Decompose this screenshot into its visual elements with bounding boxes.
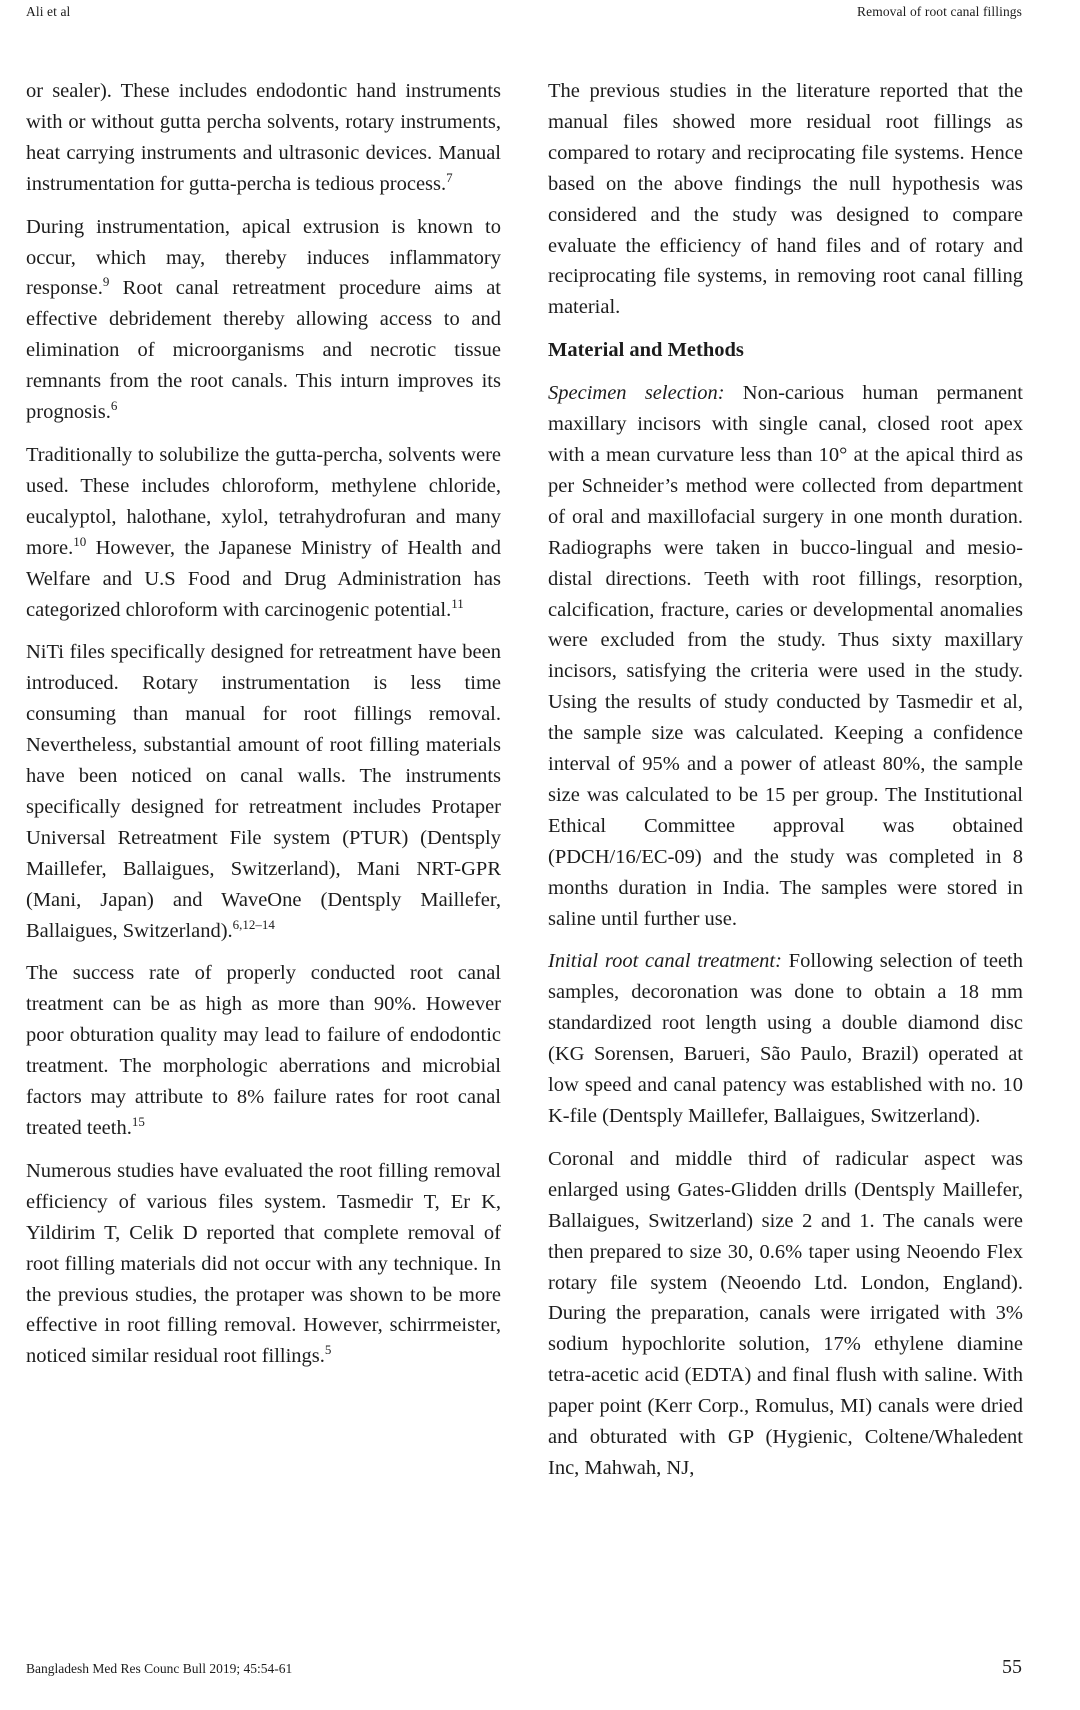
section-heading-methods: Material and Methods bbox=[548, 339, 744, 362]
citation: 6,12–14 bbox=[232, 916, 275, 932]
page-footer bbox=[26, 1656, 1022, 1679]
citation: 11 bbox=[451, 595, 464, 611]
paragraph-initial-treatment: Initial root canal treatment: Following selection of teeth samples, decoronation was done to obtain a 18 mm standardized root length using a double diamond disc (KG Sorensen, Barueri, São Paulo, Brazil) operated at low speed and canal patency was established with no. 10 K-file (Dentsply Maillefer, Ballaigues, Switzerland). bbox=[548, 950, 1023, 1127]
left-column bbox=[26, 76, 501, 1384]
running-head bbox=[26, 4, 1022, 20]
citation: 6 bbox=[110, 398, 118, 414]
citation: 10 bbox=[73, 533, 87, 549]
running-head-authors: Ali et al bbox=[26, 4, 71, 19]
paragraph-solvents: Traditionally to solubilize the gutta-percha, solvents were used. These includes chloroform, methylene chloride, eucalyptol, halothane, xylol, tetrahydrofuran and many more.$^{10}$ However, the Japanese Ministry of Health and Welfare and U.S Food and Drug Administration has categorized chloroform with carcinogenic potential.$^{11}$ bbox=[26, 443, 501, 621]
paragraph-literature-review: The previous studies in the literature reported that the manual files showed more residual root fillings as compared to rotary and reciprocating file systems. Hence based on the above findings the null hypothesis was considered and the study was designed to compare evaluate the efficiency of hand files and of rotary and reciprocating file systems, in removing root canal filling material. bbox=[548, 80, 1023, 319]
run-in-heading: Initial root canal treatment: bbox=[548, 950, 782, 973]
paragraph-apical-extrusion: During instrumentation, apical extrusion is known to occur, which may, thereby induces inflammatory response.$^9$ Root canal retreatment procedure aims at effective debridement thereby allowing access to and elimination of microorganisms and necrotic tissue remnants from the root canals. This inturn improves its prognosis.$^6$ bbox=[26, 215, 501, 424]
paragraph-niti-files: NiTi files specifically designed for retreatment have been introduced. Rotary instrumentation is less time consuming than manual for root fillings removal. Nevertheless, substantial amount of root filling materials have been noticed on canal walls. The instruments specifically designed for retreatment includes Protaper Universal Retreatment File system (PTUR) (Dentsply Maillefer, Ballaigues, Switzerland), Mani NRT-GPR (Mani, Japan) and WaveOne (Dentsply Maillefer, Ballaigues, Switzerland).$^{6,12-14}$ bbox=[26, 641, 501, 942]
paragraph-hand-instruments: or sealer). These includes endodontic hand instruments with or without gutta percha solvents, rotary instruments, heat carrying instruments and ultrasonic devices. Manual instrumentation for gutta-percha is tedious process.$^7$ bbox=[26, 80, 501, 195]
citation: 7 bbox=[446, 169, 453, 185]
paragraph-previous-studies: Numerous studies have evaluated the root filling removal efficiency of various files system. Tasmedir T, Er K, Yildirim T, Celik D reported that complete removal of root filling materials did not occur with any technique. In the previous studies, the protaper was shown to be more effective in root filling removal. However, schirrmeister, noticed similar residual root fillings.$^5$ bbox=[26, 1159, 501, 1368]
running-head-title: Removal of root canal fillings bbox=[857, 4, 1022, 19]
citation: 5 bbox=[324, 1342, 332, 1358]
journal-citation: Bangladesh Med Res Counc Bull 2019; 45:54-61 bbox=[26, 1661, 293, 1676]
page-number: 55 bbox=[1002, 1656, 1022, 1678]
run-in-heading: Specimen selection: bbox=[548, 382, 725, 405]
paragraph-coronal-preparation: Coronal and middle third of radicular aspect was enlarged using Gates-Glidden drills (Dentsply Maillefer, Ballaigues, Switzerland) size 2 and 1. The canals were then prepared to size 30, 0.6% taper using Neoendo Flex rotary file system (Neoendo Ltd. London, England). During the preparation, canals were irrigated with 3% sodium hypochlorite solution, 17% ethylene diamine tetra-acetic acid (EDTA) and final flush with saline. With paper point (Kerr Corp., Romulus, MI) canals were dried and obturated with GP (Hygienic, Coltene/Whaledent Inc, Mahwah, NJ, bbox=[548, 1147, 1023, 1479]
paragraph-success-rate: The success rate of properly conducted root canal treatment can be as high as more than 90%. However poor obturation quality may lead to failure of endodontic treatment. The morphologic aberrations and microbial factors may attribute to 8% failure rates for root canal treated teeth.$^{15}$ bbox=[26, 962, 501, 1139]
paragraph-specimen-selection: Specimen selection: Non-carious human permanent maxillary incisors with single canal, closed root apex with a mean curvature less than 10° at the apical third as per Schneider’s method were collected from department of oral and maxillofacial surgery in one month duration. Radiographs were taken in bucco-lingual and mesio-distal directions. Teeth with root fillings, resorption, calcification, fracture, caries or developmental anomalies were excluded from the study. Thus sixty maxillary incisors, satisfying the criteria were used in the study. Using the results of study conducted by Tasmedir et al, the sample size was calculated. Keeping a confidence interval of 95% and a power of atleast 80%, the sample size was calculated to be 15 per group. The Institutional Ethical Committee approval was obtained (PDCH/16/EC-09) and the study was completed in 8 months duration in India. The samples were stored in saline until further use. bbox=[548, 382, 1023, 930]
citation: 15 bbox=[131, 1114, 145, 1130]
right-column bbox=[548, 76, 1023, 1496]
citation: 9 bbox=[102, 274, 110, 290]
